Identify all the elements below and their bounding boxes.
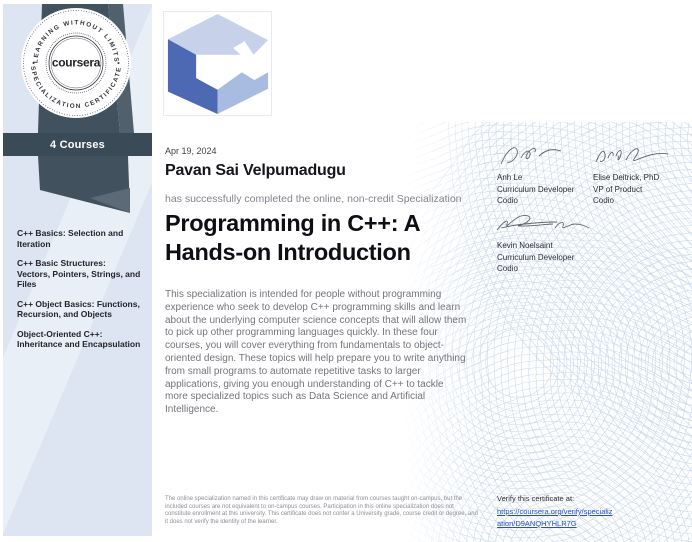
course-item: C++ Basic Structures: Vectors, Pointers, Strings, and Files	[17, 258, 141, 289]
signatory-title: Curriculum Developer	[497, 184, 575, 194]
signatory-anh-le	[497, 172, 574, 207]
signatory-name: Elise Deitrick, PhD	[593, 173, 660, 182]
codio-logo-icon	[164, 12, 271, 115]
signature-kevin-noelsaint	[493, 210, 593, 238]
course-list	[17, 228, 141, 359]
signatory-name: Kevin Noelsaint	[497, 241, 553, 250]
specialization-title	[165, 209, 420, 267]
coursera-wordmark: coursera	[51, 55, 101, 70]
verify-label: Verify this certificate at:	[497, 494, 575, 503]
signatory-name: Anh Le	[497, 173, 523, 182]
signatory-title: Curriculum Developer	[497, 252, 575, 262]
signatory-kevin-noelsaint	[497, 240, 574, 275]
title-line-2: Hands-on Introduction	[165, 239, 411, 265]
signatory-org: Codio	[497, 264, 518, 273]
course-item: Object-Oriented C++: Inheritance and Encapsulation	[17, 328, 141, 349]
title-line-1: Programming in C++: A	[165, 210, 421, 236]
signatory-org: Codio	[497, 196, 518, 205]
signatory-org: Codio	[593, 196, 614, 205]
disclaimer-text: The online specialization named in this certificate may draw on material from courses taught on-campus, but the included courses are not equivalent to on-campus courses. Participation in this online specialization does not constitute enrollment at this university. This certificate does not confer a University grade, course credit or degree, and it does not verify the identity of the learner.	[165, 496, 478, 526]
coursera-seal	[17, 4, 135, 122]
course-item: C++ Object Basics: Functions, Recursion, and Objects	[17, 298, 140, 319]
signatory-title: VP of Product	[593, 184, 643, 194]
specialization-description: This specialization is intended for people without programming experience who seek to develop C++ programming skills and learn about the underlying computer science concepts that will allow them to pick up other programming languages quickly. In these four courses, you will cover everything from fundamentals to object-oriented design. These topics will help prepare you to write anything from small programs to automate repetitive tasks to larger applications, giving you enough understanding of C++ to tackle more specialized topics such as Data Science and Artificial Intelligence.	[165, 289, 467, 416]
courses-count-bar: 4 Courses	[3, 133, 152, 156]
completion-statement: has successfully completed the online, non-credit Specialization	[165, 193, 462, 205]
codio-logo-box	[163, 11, 272, 116]
signature-anh-le	[495, 142, 567, 170]
issue-date: Apr 19, 2024	[165, 146, 217, 156]
verify-link[interactable]: https://coursera.org/verify/specialization/D9ANQHYHLR7G	[497, 507, 613, 528]
signature-elise-deitrick	[592, 142, 672, 170]
signatory-elise-deitrick	[593, 172, 659, 207]
course-item: C++ Basics: Selection and Iteration	[17, 228, 124, 249]
seal-top-text: LEARNING WITHOUT LIMITS	[32, 19, 120, 64]
verify-section	[497, 494, 615, 529]
seal-bottom-text: SPECIALIZATION CERTIFICATE	[29, 65, 123, 111]
recipient-name: Pavan Sai Velpumadugu	[165, 162, 346, 179]
